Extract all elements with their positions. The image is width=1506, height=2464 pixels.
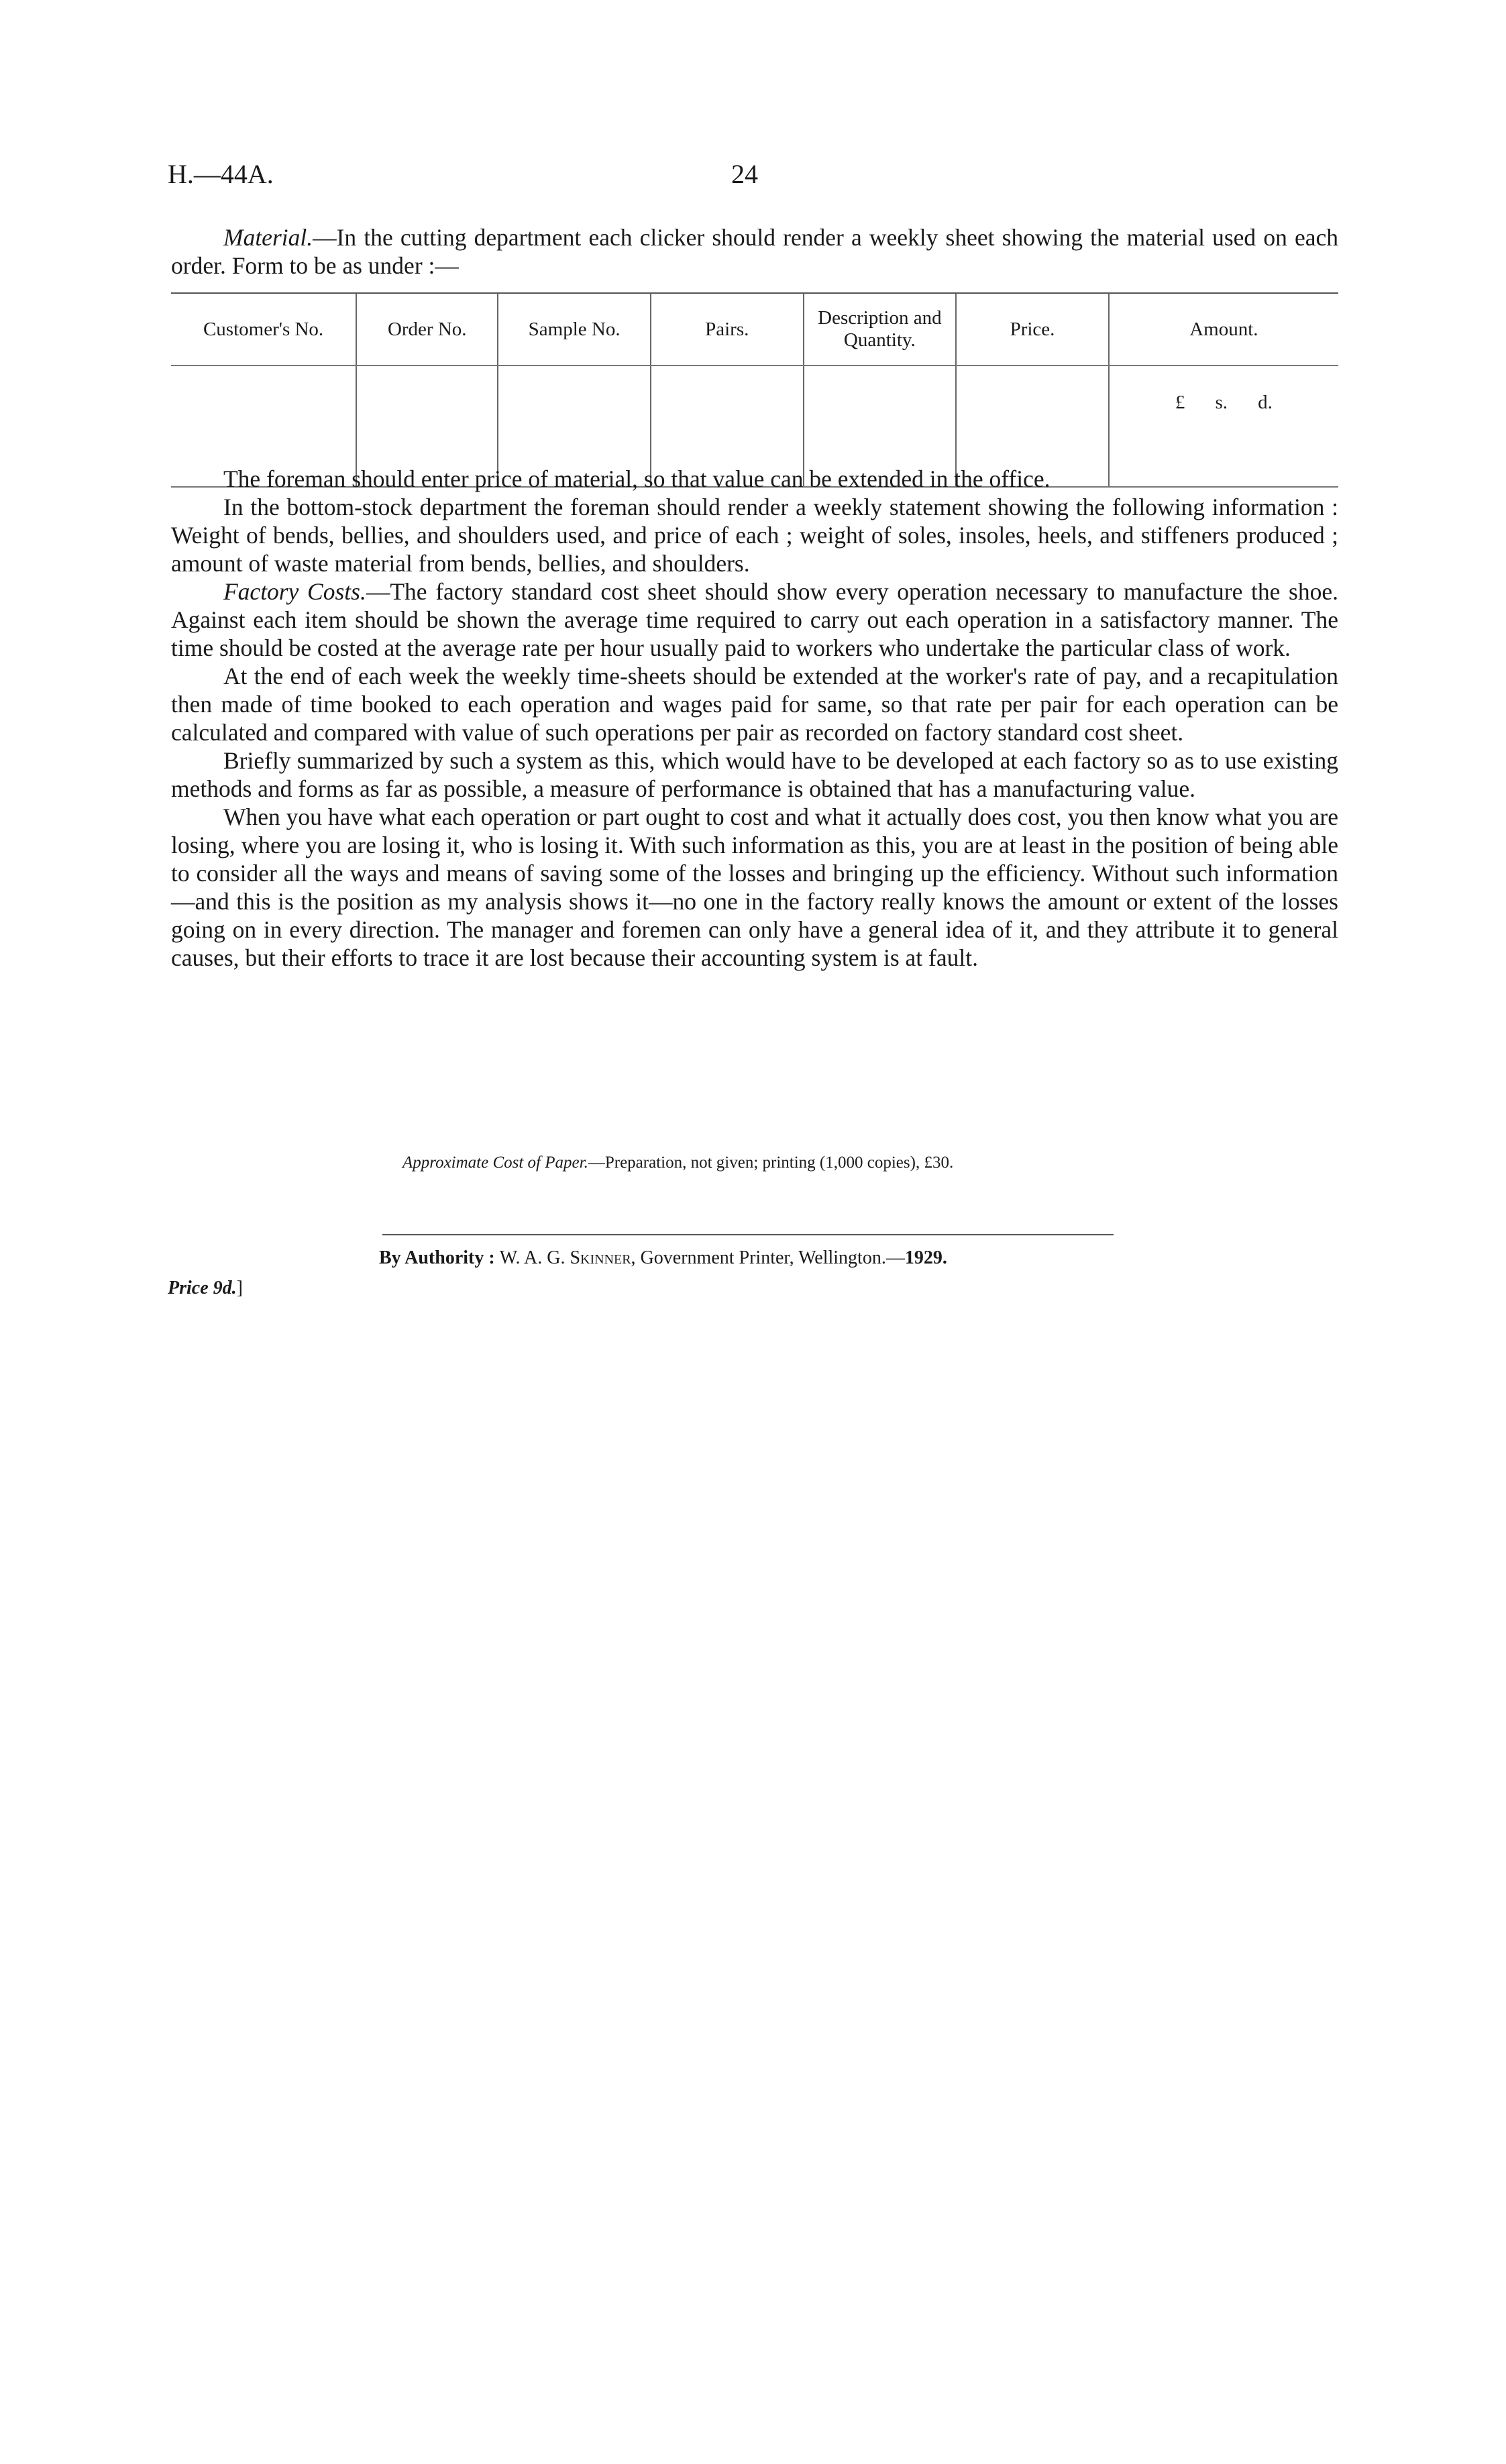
table-header-row	[171, 293, 1338, 366]
cost-of-paper	[402, 1154, 953, 1172]
paragraph-6: When you have what each operation or part ought to cost and what it actually does cost, you then know what you are losing, where you are losing it, who is losing it. With such information as this, you are at least in the position of being able to consider all the ways and means of saving some of the losses and bringing up the efficiency. Without such information—and this is the position as my analysis shows it—no one in the factory really knows the amount or extent of the losses going on in every direction. The manager and foremen can only have a general idea of it, and they attribute it to general causes, but their efforts to trace it are lost because their accounting system is at fault.	[171, 803, 1338, 971]
column-description-quantity: Description and Quantity.	[804, 293, 957, 366]
authority-year: 1929.	[904, 1247, 947, 1268]
column-order-no: Order No.	[356, 293, 498, 366]
intro-text: —In the cutting department each clicker should render a weekly sheet showing the material used on each order. Form to be as under :—	[171, 224, 1338, 279]
intro-lead: Material.	[223, 224, 313, 251]
cost-text: —Preparation, not given; printing (1,000 copies), £30.	[588, 1154, 954, 1172]
column-price: Price.	[956, 293, 1109, 366]
paragraph-3	[171, 577, 1338, 662]
price-bracket: ]	[236, 1278, 243, 1298]
body-text	[171, 465, 1338, 972]
paragraph-2: In the bottom-stock department the foreman should render a weekly statement showing the following information : Weight of bends, bellies, and shoulders used, and price of each ; weight of soles, insoles, heels, and stiffeners produced ; amount of waste material from bends, bellies, and shoulders.	[171, 494, 1338, 577]
authority-name: W. A. G. Skinner,	[499, 1247, 636, 1268]
amount-pounds: £	[1175, 392, 1185, 413]
amount-shillings: s.	[1215, 392, 1228, 413]
authority-rest: Government Printer, Wellington.—	[635, 1247, 905, 1268]
intro-paragraph	[171, 223, 1338, 280]
footer-divider	[382, 1234, 1114, 1235]
column-pairs: Pairs.	[651, 293, 804, 366]
column-amount: Amount.	[1109, 293, 1338, 366]
paragraph-4: At the end of each week the weekly time-sheets should be extended at the worker's rate of pay, and a recapitulation then made of time booked to each operation and wages paid for same, so that rate per pair for each operation can be calculated and compared with value of such operations per pair as recorded on factory standard cost sheet.	[171, 663, 1338, 746]
document-code: H.—44A.	[168, 159, 274, 189]
paragraph-3-text: —The factory standard cost sheet should show every operation necessary to manufacture the shoe. Against each item should be shown the average time required to carry out each operation in a satisfactory manner. The time should be costed at the average rate per hour usually paid to workers who undertake the particular class of work.	[171, 578, 1338, 661]
authority-line	[379, 1247, 947, 1269]
column-sample-no: Sample No.	[498, 293, 651, 366]
amount-subheads	[1160, 392, 1287, 414]
amount-pence: d.	[1258, 392, 1273, 413]
price-text: Price 9d.	[168, 1278, 237, 1298]
price-note	[168, 1278, 243, 1299]
column-customers-no: Customer's No.	[171, 293, 356, 366]
cost-lead: Approximate Cost of Paper.	[402, 1154, 588, 1172]
paragraph-5: Briefly summarized by such a system as this, which would have to be developed at each factory so as to use existing methods and forms as far as possible, a measure of performance is obtained that has a manufacturing value.	[171, 747, 1338, 802]
page-number: 24	[731, 159, 758, 189]
paragraph-3-lead: Factory Costs.	[223, 578, 366, 605]
authority-by: By Authority :	[379, 1247, 495, 1268]
material-form-table	[171, 292, 1338, 488]
paragraph-1: The foreman should enter price of material, so that value can be extended in the office.	[223, 465, 1051, 492]
